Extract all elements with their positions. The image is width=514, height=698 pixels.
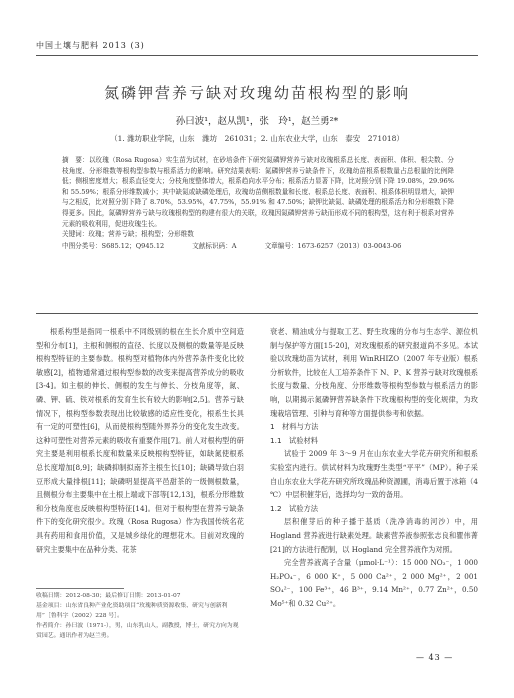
intro-paragraph: 根系构型是指同一根系中不同级别的根在生长介质中空间造型和分布[1]，主根和侧根的直径、长度以及侧根的数量等是反映根构型特征的主要参数。根构型对植物体内外营养条件变化比较敏感[2]，植物通常通过根构型参数的改变来提高营养成分的吸收[3-4]。如主根的伸长、侧根的发生与伸长、分枝角度等，氮、磷、钾、硫、铁对根系的发育生长有较大的影响[2,5]。营养亏缺情况下，根构型参数表现出比较敏感的适应性变化，根系生长具有一定的可塑性[6]，从而使根构型随外界养分的变化发生改变。这种可塑性对营养元素的吸收有重要作用[7]。前人对根构型的研究主要是利用根系长度和数量来反映根构型特征，如缺氮使根系总长度增加[8,9]；缺磷抑制拟南芥主根生长[10]；缺磷导致白羽豆形成大量排根[11]；缺磷明显提高平邑甜茶的一级侧根数量，且侧根分布主要集中在土根上端或下部等[12,13]，根系分形维数和分枝角度也反映根构型特征[14]。但对于根构型在营养亏缺条件下的变化研究很少。玫瑰（Rosa Rugosa）作为我国传统名花具有药用和食用价值，又是城乡绿化的理想花木。目前对玫瑰的研究主要集中在品种分类、花茶: [36, 327, 244, 554]
header-rule: [36, 55, 478, 56]
classification-line: [62, 241, 454, 252]
running-head: 中国土壤与肥料 2013 (3): [36, 41, 145, 50]
abstract-block: [62, 155, 454, 251]
materials-paragraph: 试验于 2009 年 3～9 月在山东农业大学花卉研究所和根系实验室内进行。供试材料为玫瑰野生类型“平平”（MP）。种子采自山东农业大学花卉研究所玫瑰品种资源圃，消毒后置于冰箱（4 ℃）中层积催芽后，选择均匀一致的备用。: [270, 449, 478, 500]
footnotes: [36, 591, 244, 641]
footnote-rule: [36, 588, 124, 589]
section-heading-1-2: 1.2 试验方法: [270, 503, 319, 513]
article-number: 文章编号：1673-6257（2013）03-0043-06: [264, 241, 402, 250]
intro-continuation: 衰老、精油成分与提取工艺、野生玫瑰的分布与生态学、源位机制与保护等方面[15-20]，对玫瑰根系的研究报道尚不多见。本试验以玫瑰幼苗为试材，利用 WinRHIZO（2007 年专业版）根系分析软件，比较在人工培养条件下 N、P、K 营养亏缺对玫瑰根系长度与数量、分枝角度、分形维数等根构型参数与根系活力的影响，以期揭示氮磷钾营养缺条件下玫瑰根构型的变化规律，为玫瑰栽培管理、引种与育种等方面提供参考和依据。: [270, 327, 478, 418]
abstract-rule: [36, 313, 478, 314]
clc-number: 中图分类号：S685.12；Q945.12: [62, 241, 165, 250]
footnote-author: 作者简介：孙曰波（1971-），男，山东乳山人，副教授，博士，研究方向为观赏园艺。通讯作者为赵兰勇。: [36, 623, 239, 639]
affiliation-line: （1. 潍坊职业学院，山东 潍坊 261031；2. 山东农业大学，山东 泰安 271018）: [110, 134, 404, 143]
nutrient-paragraph: 完全营养液离子含量（μmol·L⁻¹）：15 000 NO₃⁻，1 000 H₂PO₄⁻，6 000 K⁺，5 000 Ca²⁺，2 000 Mg²⁺，2 001 SO₄²⁻，100 Fe³⁺，46 B³⁺，9.14 Mn²⁺，0.77 Zn²⁺，0.50 Mo⁵⁺和 0.32 Cu²⁺。: [270, 558, 478, 608]
keywords: 关键词：玫瑰；营养亏缺；根构型；分形维数: [62, 230, 194, 239]
footnote-funding: 基金项目：山东省良种产业化资助项目“玫瑰种质资源收集、研究与创新利用”［鲁科字（2002）228 号］。: [36, 603, 228, 619]
section-heading-1: 1 材料与方法: [270, 422, 319, 432]
page-number: — 43 —: [416, 653, 454, 662]
left-column: [36, 325, 244, 556]
section-heading-1-1: 1.1 试验材料: [270, 435, 319, 445]
right-column: [270, 325, 478, 610]
abstract-text: 摘 要：以玫瑰（Rosa Rugosa）实生苗为试材，在砂培条件下研究氮磷钾营养亏缺对玫瑰根系总长度、表面积、体积、根尖数、分枝角度、分形维数等根构型参数与根系活力的影响。研究结果表明：氮磷钾营养亏缺条件下，玫瑰幼苗根系根数量占总根量的比例降低；侧根密度增大；根系直径变大；分枝角度整体增大，根系趋向水平分布；根系活力显著下降，比对照分别下降 19.08%，29.96% 和 55.59%；根系分形维数减小；其中缺氮或缺磷处理后，玫瑰幼苗侧根数量和长度、根系总长度、表面积、根系体积明显增大，缺钾与之相反，比对照分别下降了 8.70%，53.95%，47.75%，55.91% 和 47.50%；缺钾比缺氮、缺磷处理的根系活力和分形维数下降得更多。因此，氮磷钾营养亏缺与玫瑰根构型的构建有很大的关联，玫瑰因氮磷钾营养亏缺而形成不同的根构型，这有利于根系对营养元素的吸收利用，促进玫瑰生长。: [62, 156, 454, 228]
footnote-received: 收稿日期：2012-08-30；最后修订日期：2013-01-07: [36, 593, 181, 599]
methods-paragraph: 层积催芽后的种子播于基质（洗净消毒的河沙）中，用 Hogland 营养液进行缺素处理。缺素营养液参照张志良和瞿伟菁[21]的方法进行配制，以 Hogland 完全营养液作为对照。: [270, 517, 478, 554]
document-code: 文献标识码：A: [192, 241, 237, 250]
author-line: 孙曰波¹，赵从凯¹，张 玲¹，赵兰勇²*: [175, 116, 339, 127]
article-title: 氮磷钾营养亏缺对玫瑰幼苗根构型的影响: [103, 84, 410, 102]
